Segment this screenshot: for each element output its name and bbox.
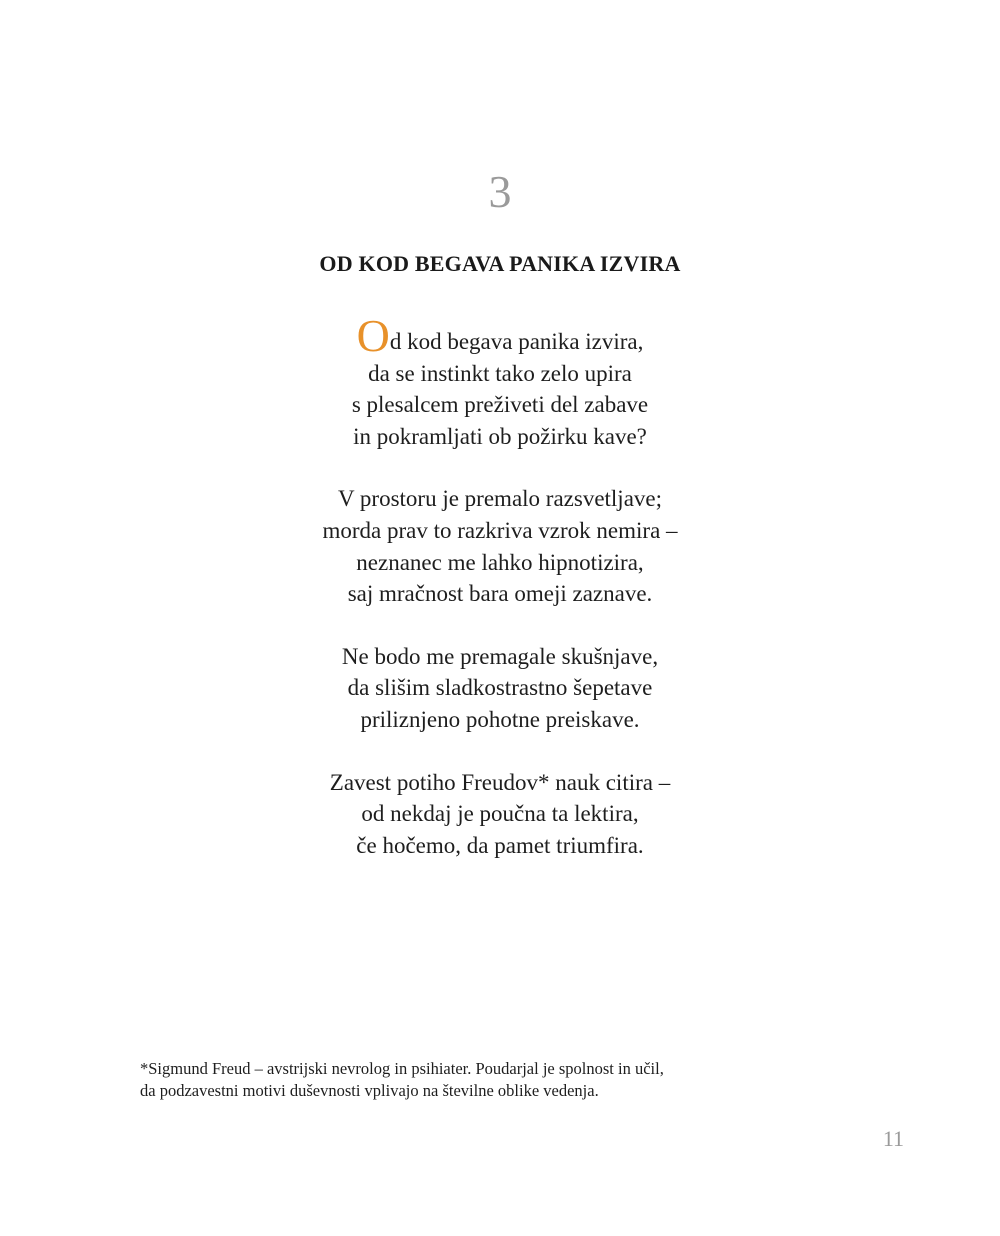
poem-line: in pokramljati ob požirku kave? <box>353 423 647 449</box>
poem-line: od nekdaj je poučna ta lektira, <box>361 801 639 827</box>
poem-line <box>0 310 1000 361</box>
poem-line: Zavest potiho Freudov* nauk citira – <box>329 769 671 795</box>
poem-line: neznanec me lahko hipnotizira, <box>356 549 644 575</box>
stanza-2 <box>0 483 1000 609</box>
page-number: 11 <box>882 1126 904 1151</box>
poem-line: s plesalcem preživeti del zabave <box>351 392 649 418</box>
poem-line: da slišim sladkostrastno šepetave <box>347 675 653 701</box>
poem-line: Ne bodo me premagale skušnjave, <box>341 643 659 669</box>
poem-line: če hočemo, da pamet triumfira. <box>356 832 644 858</box>
footnote-line: da podzavestni motivi duševnosti vplivajo na številne oblike vedenja. <box>140 1081 599 1100</box>
poem-line: V prostoru je premalo razsvetljave; <box>337 486 663 512</box>
poem-line-text: d kod begava panika izvira, <box>389 329 644 354</box>
poem-title: OD KOD BEGAVA PANIKA IZVIRA <box>319 251 681 276</box>
stanza-4 <box>0 767 1000 862</box>
stanza-1 <box>0 310 1000 452</box>
poem-line: saj mračnost bara omeji zaznave. <box>347 581 653 607</box>
chapter-number: 3 <box>488 166 512 217</box>
footnote <box>140 1058 840 1102</box>
footnote-line: *Sigmund Freud – avstrijski nevrolog in psihiater. Poudarjal je spolnost in učil, <box>140 1059 664 1078</box>
stanza-3 <box>0 641 1000 736</box>
poem-line: da se instinkt tako zelo upira <box>368 360 632 386</box>
drop-cap: O <box>356 310 390 361</box>
poem-body <box>0 310 1000 892</box>
poem-line: priliznjeno pohotne preiskave. <box>360 706 640 732</box>
poem-line: morda prav to razkriva vzrok nemira – <box>322 517 678 543</box>
